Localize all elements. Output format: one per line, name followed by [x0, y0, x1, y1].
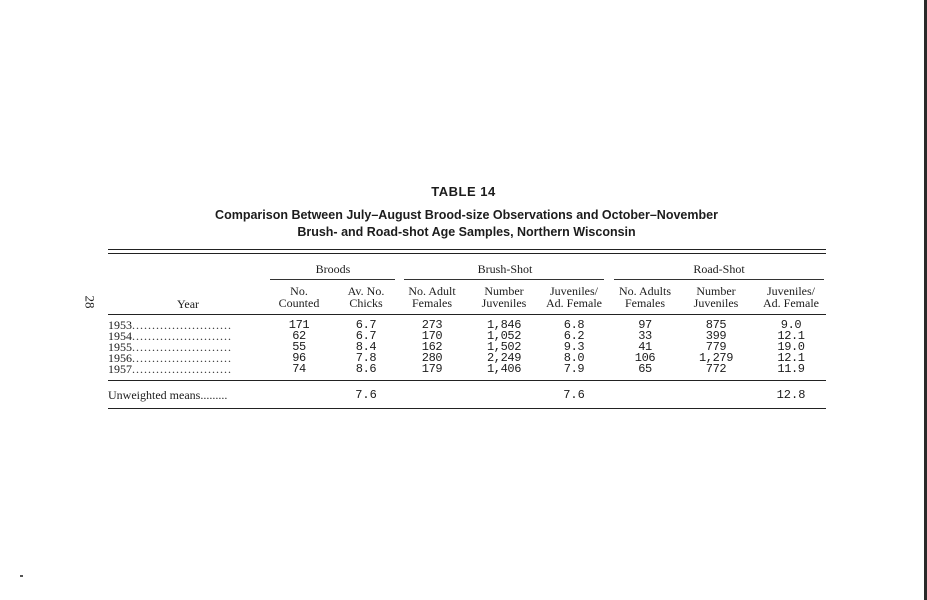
cell-brush-females: 162: [421, 340, 443, 354]
year-cell: [108, 353, 268, 364]
col-head-line: No. Adults: [618, 284, 671, 298]
cell-brush-juveniles: 1,846: [486, 318, 521, 332]
cell-brush-ratio: 6.2: [563, 329, 585, 343]
cell-road-juveniles: 772: [705, 362, 727, 376]
col-head-no-counted: [268, 285, 330, 309]
cell-brush-ratio: 7.9: [563, 362, 585, 376]
year-cell: [108, 342, 268, 353]
cell-road-juveniles: 779: [705, 340, 727, 354]
col-head-brush-number-juveniles: [470, 285, 538, 309]
cell-road-ratio: 19.0: [777, 340, 805, 354]
page-number: 28: [82, 295, 98, 309]
col-head-road-juv-per-female: [755, 285, 827, 309]
bottom-rule: [108, 408, 826, 409]
cell-road-ratio: 9.0: [780, 318, 802, 332]
group-underline-road-shot: [614, 279, 824, 280]
col-head-av-no-chicks: [334, 285, 398, 309]
cell-brush-ratio: 9.3: [563, 340, 585, 354]
col-head-line: Juveniles: [693, 296, 739, 310]
top-rule-2: [108, 253, 826, 254]
leader-dots: .........................: [132, 353, 232, 364]
year-value: 1953: [108, 320, 132, 331]
cell-road-females: 65: [638, 362, 652, 376]
group-head-broods: Broods: [315, 262, 351, 276]
cell-brush-females: 273: [421, 318, 443, 332]
cell-brush-juveniles: 2,249: [486, 351, 521, 365]
col-head-line: Number: [696, 284, 736, 298]
cell-av-chicks: 7.8: [355, 351, 377, 365]
year-value: 1957: [108, 364, 132, 375]
year-cell: [108, 364, 268, 375]
year-cell: [108, 320, 268, 331]
col-head-line: Av. No.: [347, 284, 385, 298]
leader-dots: .........: [200, 388, 228, 402]
cell-road-ratio: 12.1: [777, 329, 805, 343]
cell-av-chicks: 8.4: [355, 340, 377, 354]
col-head-brush-juv-per-female: [538, 285, 610, 309]
cell-road-ratio: 12.1: [777, 351, 805, 365]
col-head-line: Number: [484, 284, 524, 298]
year-cell: [108, 331, 268, 342]
group-underline-brush-shot: [404, 279, 604, 280]
means-av-chicks: 7.6: [355, 388, 377, 402]
means-label-text: Unweighted means: [108, 388, 201, 402]
cell-av-chicks: 6.7: [355, 329, 377, 343]
leader-dots: .........................: [132, 331, 232, 342]
means-road-ratio: 12.8: [776, 388, 806, 402]
col-head-line: Juveniles: [481, 296, 527, 310]
group-head-road-shot: Road-Shot: [693, 262, 745, 276]
cell-road-females: 33: [638, 329, 652, 343]
leader-dots: .........................: [132, 364, 232, 375]
table-caption-line-2: Brush- and Road-shot Age Samples, Northern Wisconsin: [297, 225, 636, 239]
cell-no-counted: 96: [292, 351, 306, 365]
cell-brush-juveniles: 1,502: [486, 340, 521, 354]
cell-brush-juveniles: 1,052: [486, 329, 521, 343]
col-head-road-no-adults-females: [610, 285, 680, 309]
cell-road-females: 97: [638, 318, 652, 332]
table-label: TABLE 14: [431, 184, 496, 199]
cell-brush-females: 170: [421, 329, 443, 343]
col-head-line: Ad. Female: [546, 296, 602, 310]
col-head-road-number-juveniles: [684, 285, 748, 309]
cell-brush-ratio: 6.8: [563, 318, 585, 332]
col-head-line: Females: [625, 296, 665, 310]
col-head-line: Counted: [278, 296, 320, 310]
year-value: 1954: [108, 331, 132, 342]
table-caption-line-1: Comparison Between July–August Brood-size Observations and October–November: [215, 208, 718, 222]
cell-no-counted: 171: [288, 318, 310, 332]
col-head-brush-no-adult-females: [400, 285, 464, 309]
col-head-line: Females: [412, 296, 452, 310]
cell-brush-juveniles: 1,406: [486, 362, 521, 376]
col-head-line: No. Adult: [408, 284, 456, 298]
col-head-line: No.: [290, 284, 308, 298]
table-row: [0, 364, 927, 375]
cell-road-females: 41: [638, 340, 652, 354]
cell-av-chicks: 8.6: [355, 362, 377, 376]
means-brush-ratio: 7.6: [563, 388, 585, 402]
cell-no-counted: 62: [292, 329, 306, 343]
cell-road-juveniles: 875: [705, 318, 727, 332]
col-head-year: Year: [176, 297, 200, 311]
cell-brush-ratio: 8.0: [563, 351, 585, 365]
year-value: 1956: [108, 353, 132, 364]
cell-road-juveniles: 1,279: [698, 351, 733, 365]
means-rule: [108, 380, 826, 381]
col-head-line: Juveniles/: [767, 284, 815, 298]
leader-dots: .........................: [132, 320, 232, 331]
group-head-brush-shot: Brush-Shot: [477, 262, 533, 276]
cell-no-counted: 55: [292, 340, 306, 354]
col-head-line: Ad. Female: [763, 296, 819, 310]
group-underline-broods: [270, 279, 395, 280]
cell-av-chicks: 6.7: [355, 318, 377, 332]
means-row-label: [108, 388, 227, 403]
cell-brush-females: 179: [421, 362, 443, 376]
leader-dots: .........................: [132, 342, 232, 353]
cell-road-ratio: 11.9: [777, 362, 805, 376]
scan-mark: [20, 575, 23, 577]
top-rule-1: [108, 249, 826, 250]
cell-brush-females: 280: [421, 351, 443, 365]
cell-road-females: 106: [634, 351, 656, 365]
header-rule: [108, 314, 826, 315]
year-value: 1955: [108, 342, 132, 353]
col-head-line: Chicks: [349, 296, 383, 310]
cell-road-juveniles: 399: [705, 329, 727, 343]
col-head-line: Juveniles/: [550, 284, 598, 298]
cell-no-counted: 74: [292, 362, 306, 376]
